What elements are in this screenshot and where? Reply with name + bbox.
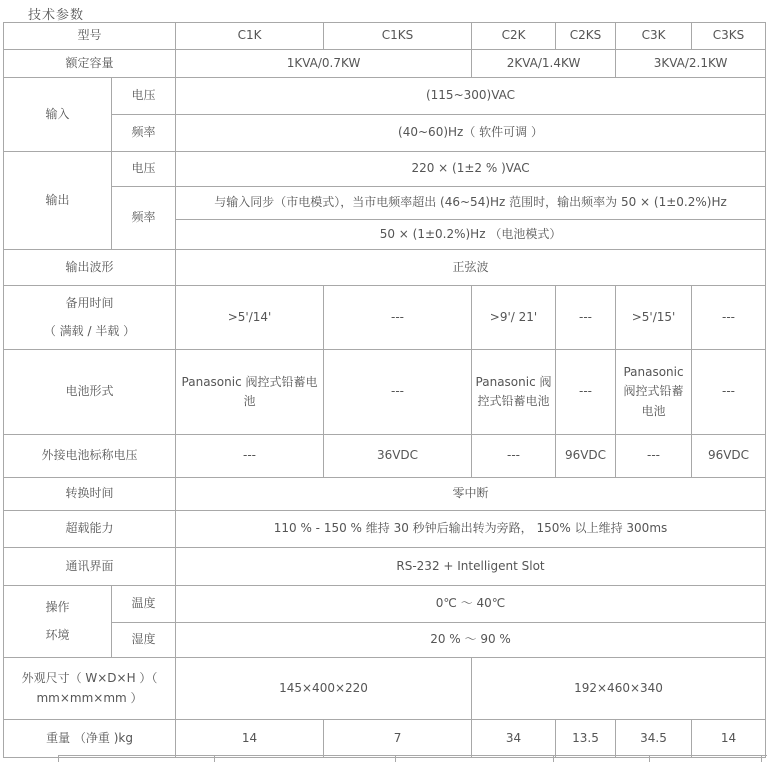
ext-battery-voltage-c1ks: 36VDC — [324, 435, 472, 478]
environment-label-line2: 环境 — [45, 627, 70, 642]
transfer-time-label: 转换时间 — [4, 478, 176, 511]
backup-time-c2k: >9'/ 21' — [472, 286, 556, 350]
row-output-voltage — [4, 152, 766, 187]
weight-c3k: 34.5 — [616, 720, 692, 758]
backup-time-c2ks: --- — [556, 286, 616, 350]
output-voltage-value: 220 × (1±2 % )VAC — [176, 152, 766, 187]
output-waveform-value: 正弦波 — [176, 250, 766, 286]
dimensions-small: 145×400×220 — [176, 658, 472, 720]
row-overload — [4, 511, 766, 548]
ext-battery-voltage-c3k: --- — [616, 435, 692, 478]
row-comm-interface — [4, 548, 766, 586]
weight-c1k: 14 — [176, 720, 324, 758]
comm-interface-value: RS-232 + Intelligent Slot — [176, 548, 766, 586]
input-frequency-value: (40~60)Hz（ 软件可调 ） — [176, 115, 766, 152]
temperature-value: 0℃ ～ 40℃ — [176, 586, 766, 623]
row-input-frequency — [4, 115, 766, 152]
row-env-temperature — [4, 586, 766, 623]
rated-capacity-1k: 1KVA/0.7KW — [176, 50, 472, 78]
model-c3ks: C3KS — [692, 23, 766, 50]
ext-battery-voltage-c3ks: 96VDC — [692, 435, 766, 478]
transfer-time-value: 零中断 — [176, 478, 766, 511]
environment-label-line1: 操作 — [45, 599, 70, 614]
dimensions-large: 192×460×340 — [472, 658, 766, 720]
battery-type-label: 电池形式 — [4, 350, 176, 435]
weight-c2k: 34 — [472, 720, 556, 758]
row-transfer-time — [4, 478, 766, 511]
rated-capacity-2k: 2KVA/1.4KW — [472, 50, 616, 78]
output-voltage-label: 电压 — [112, 152, 176, 187]
ext-battery-voltage-c2ks: 96VDC — [556, 435, 616, 478]
model-c1k: C1K — [176, 23, 324, 50]
backup-time-c1k: >5'/14' — [176, 286, 324, 350]
input-frequency-label: 频率 — [112, 115, 176, 152]
humidity-value: 20 % ～ 90 % — [176, 623, 766, 658]
overload-value: 110 % - 150 % 维持 30 秒钟后输出转为旁路， 150% 以上维持 300ms — [176, 511, 766, 548]
rated-capacity-3k: 3KVA/2.1KW — [616, 50, 766, 78]
battery-type-c1k: Panasonic 阀控式铅蓄电池 — [176, 350, 324, 435]
rated-capacity-label: 额定容量 — [4, 50, 176, 78]
model-label: 型号 — [4, 23, 176, 50]
output-label: 输出 — [4, 152, 112, 250]
battery-type-c3k: Panasonic 阀控式铅蓄电池 — [616, 350, 692, 435]
backup-time-label-line2: （ 满载 / 半载 ） — [43, 323, 136, 338]
row-rated-capacity — [4, 50, 766, 78]
battery-type-c2ks: --- — [556, 350, 616, 435]
backup-time-c3k: >5'/15' — [616, 286, 692, 350]
ext-battery-voltage-c1k: --- — [176, 435, 324, 478]
battery-type-c3ks: --- — [692, 350, 766, 435]
weight-c3ks: 14 — [692, 720, 766, 758]
row-env-humidity — [4, 623, 766, 658]
weight-c2ks: 13.5 — [556, 720, 616, 758]
row-output-frequency-line — [4, 187, 766, 220]
page-title: 技术参数 — [28, 8, 85, 23]
humidity-label: 湿度 — [112, 623, 176, 658]
battery-type-c1ks: --- — [324, 350, 472, 435]
row-backup-time — [4, 286, 766, 350]
model-c2ks: C2KS — [556, 23, 616, 50]
comm-interface-label: 通讯界面 — [4, 548, 176, 586]
environment-label — [4, 586, 112, 658]
model-c1ks: C1KS — [324, 23, 472, 50]
row-battery-type — [4, 350, 766, 435]
ext-battery-voltage-label: 外接电池标称电压 — [4, 435, 176, 478]
input-voltage-label: 电压 — [112, 78, 176, 115]
ext-battery-voltage-c2k: --- — [472, 435, 556, 478]
weight-c1ks: 7 — [324, 720, 472, 758]
output-waveform-label: 输出波形 — [4, 250, 176, 286]
input-label: 输入 — [4, 78, 112, 152]
temperature-label: 温度 — [112, 586, 176, 623]
backup-time-label-line1: 备用时间 — [65, 295, 114, 310]
row-weight — [4, 720, 766, 758]
input-voltage-value: (115~300)VAC — [176, 78, 766, 115]
backup-time-c3ks: --- — [692, 286, 766, 350]
spec-table — [3, 22, 766, 758]
output-frequency-label: 频率 — [112, 187, 176, 250]
dimensions-label: 外观尺寸（ W×D×H ）（ mm×mm×mm ） — [4, 658, 176, 720]
model-c3k: C3K — [616, 23, 692, 50]
model-c2k: C2K — [472, 23, 556, 50]
row-dimensions — [4, 658, 766, 720]
weight-label: 重量 （净重 )kg — [4, 720, 176, 758]
row-model — [4, 23, 766, 50]
row-input-voltage — [4, 78, 766, 115]
overload-label: 超载能力 — [4, 511, 176, 548]
battery-type-c2k: Panasonic 阀控式铅蓄电池 — [472, 350, 556, 435]
backup-time-c1ks: --- — [324, 286, 472, 350]
row-ext-battery-voltage — [4, 435, 766, 478]
backup-time-label — [4, 286, 176, 350]
row-output-waveform — [4, 250, 766, 286]
output-frequency-battery-mode: 50 × (1±0.2%)Hz （电池模式） — [176, 220, 766, 250]
output-frequency-line-mode: 与输入同步（市电模式），当市电频率超出 (46~54)Hz 范围时，输出频率为 50 × (1±0.2%)Hz — [176, 187, 766, 220]
